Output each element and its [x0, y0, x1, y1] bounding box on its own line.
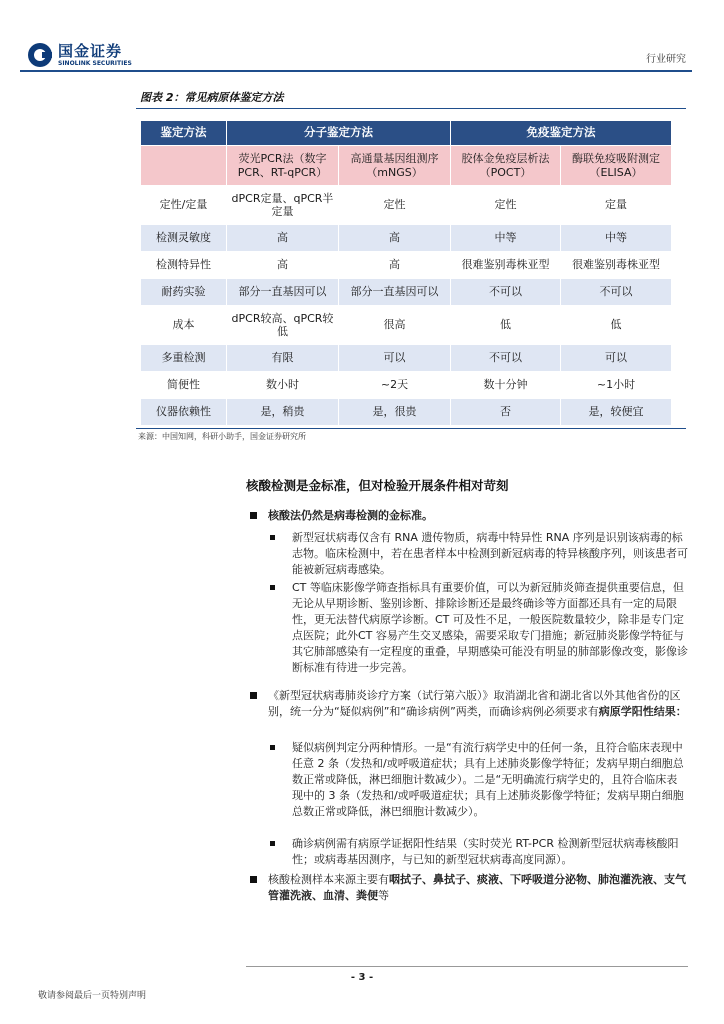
- table-cell: dPCR较高、qPCR较低: [227, 306, 339, 345]
- table-cell: 高: [227, 225, 339, 252]
- col-header-molecular: 分子鉴定方法: [227, 121, 451, 146]
- table-cell: 是，稍贵: [227, 399, 339, 426]
- figure-title: 图表 2：常见病原体鉴定方法: [140, 91, 284, 104]
- table-cell: 不可以: [451, 279, 561, 306]
- table-cell: dPCR定量、qPCR半定量: [227, 186, 339, 225]
- sinolink-logo-icon: [28, 43, 52, 67]
- sub-bullet-text: 确诊病例需有病原学证据阳性结果（实时荧光 RT-PCR 检测新型冠状病毒核酸阳性；或病毒基因测序，与已知的新型冠状病毒高度同源）。: [246, 836, 688, 868]
- table-cell: 高: [339, 252, 451, 279]
- table-cell: 可以: [561, 345, 672, 372]
- bullet-text: 核酸检测样本来源主要有: [268, 873, 389, 886]
- bullet-text: 核酸法仍然是病毒检测的金标准。: [246, 508, 688, 524]
- method-name: 酶联免疫吸附测定（ELISA）: [561, 146, 672, 186]
- row-label: 成本: [141, 306, 227, 345]
- bullet-emphasis: 咽拭子、鼻拭子、痰液、下呼吸道分泌物、肺泡灌洗液、支气管灌洗液、血清、粪便: [268, 873, 686, 902]
- table-cell: 数小时: [227, 372, 339, 399]
- table-cell: 高: [339, 225, 451, 252]
- table-cell: 数十分钟: [451, 372, 561, 399]
- table-group-header-row: [141, 121, 672, 146]
- table-cell: 不可以: [561, 279, 672, 306]
- row-label: 定性/定量: [141, 186, 227, 225]
- sub-bullet-ct: [246, 580, 688, 676]
- sub-bullet-text: 疑似病例判定分两种情形。一是“有流行病学史中的任何一条，且符合临床表现中任意 2 条（发热和/或呼吸道症状；具有上述肺炎影像学特征；发病早期白细胞总数正常或降低，淋巴细胞计数减少）。二是“无明确流行病学史的，且符合临床表现中的 3 条（发热和/或呼吸道症状；具有上述肺炎影像学特征；发病早期白细胞总数正常或降低，淋巴细胞计数减少）。: [246, 740, 688, 820]
- figure-source: 来源：中国知网，科研小助手，国金证券研究所: [138, 432, 306, 441]
- footer-divider: [246, 966, 688, 967]
- bullet-diagnosis-plan: [246, 688, 688, 720]
- table-row: [141, 225, 672, 252]
- header-divider: [20, 70, 692, 72]
- report-category: 行业研究: [646, 54, 686, 65]
- table-row: [141, 252, 672, 279]
- table-cell: 有限: [227, 345, 339, 372]
- table-cell: 中等: [451, 225, 561, 252]
- table-cell: 是，很贵: [339, 399, 451, 426]
- bullet-text-end: 等: [378, 889, 389, 902]
- table-cell: 很难鉴别毒株亚型: [561, 252, 672, 279]
- row-label: 耐药实验: [141, 279, 227, 306]
- table-row: [141, 279, 672, 306]
- method-name: 荧光PCR法（数字PCR、RT-qPCR）: [227, 146, 339, 186]
- sub-bullet-rna: [246, 530, 688, 578]
- brand-logo: [28, 40, 132, 70]
- row-label: 简便性: [141, 372, 227, 399]
- row-label: 多重检测: [141, 345, 227, 372]
- disclaimer-note: 敬请参阅最后一页特别声明: [38, 991, 147, 1001]
- col-header-immune: 免疫鉴定方法: [451, 121, 672, 146]
- bullet-emphasis: 病原学阳性结果：: [598, 705, 687, 718]
- sub-bullet-suspected: [246, 740, 688, 820]
- sub-bullet-confirmed: [246, 836, 688, 868]
- page-header: [20, 30, 692, 74]
- figure-title-bar: [136, 86, 686, 109]
- sub-bullet-text: CT 等临床影像学筛查指标具有重要价值，可以为新冠肺炎筛查提供重要信息，但无论从早期诊断、鉴别诊断、排除诊断还是最终确诊等方面都还具有一定的局限性，更无法替代病原学诊断。CT 可及性不足，一般医院数量较少，除非是专门定点医院；此外CT 容易产生交叉感染，需要采取专门措施；新冠肺炎影像学特征与其它肺部感染有一定程度的重叠，早期感染可能没有明显的肺部影像改变，影像诊断标准有待进一步完善。: [246, 580, 688, 676]
- method-name: 胶体金免疫层析法（POCT）: [451, 146, 561, 186]
- bullet-nucleic-gold-standard: [246, 508, 688, 524]
- table-cell: 低: [561, 306, 672, 345]
- brand-name-cn: 国金证券: [58, 41, 123, 60]
- table-cell: 否: [451, 399, 561, 426]
- table-cell: ~2天: [339, 372, 451, 399]
- table-row: [141, 345, 672, 372]
- table-row: [141, 372, 672, 399]
- table-row: [141, 399, 672, 426]
- bullet-text: 《新型冠状病毒肺炎诊疗方案（试行第六版）》取消湖北省和湖北省以外其他省份的区别，统一分为“疑似病例”和“确诊病例”两类，而确诊病例必须要求有: [268, 689, 681, 718]
- section-heading: 核酸检测是金标准，但对检验开展条件相对苛刻: [246, 478, 509, 493]
- table-cell: 很高: [339, 306, 451, 345]
- table-cell: 低: [451, 306, 561, 345]
- identification-methods-table: [140, 120, 672, 426]
- table-cell: 可以: [339, 345, 451, 372]
- row-label: 仪器依赖性: [141, 399, 227, 426]
- table-cell: 高: [227, 252, 339, 279]
- table-cell: 不可以: [451, 345, 561, 372]
- bullet-sample-sources: [246, 872, 688, 904]
- bullet-paragraph: [246, 872, 688, 904]
- row-label: 检测特异性: [141, 252, 227, 279]
- method-names-label: [141, 146, 227, 186]
- brand-name-en: SINOLINK SECURITIES: [58, 59, 132, 67]
- row-label: 检测灵敏度: [141, 225, 227, 252]
- method-names-row: [141, 146, 672, 186]
- table-cell: 是，较便宜: [561, 399, 672, 426]
- page-number: - 3 -: [350, 972, 374, 983]
- source-divider: [136, 428, 686, 429]
- table-cell: 部分一直基因可以: [339, 279, 451, 306]
- sub-bullet-text: 新型冠状病毒仅含有 RNA 遗传物质，病毒中特异性 RNA 序列是识别该病毒的标志物。临床检测中，若在患者样本中检测到新冠病毒的特异核酸序列，则该患者可能被新冠病毒感染。: [246, 530, 688, 578]
- table-row: [141, 186, 672, 225]
- table-row: [141, 306, 672, 345]
- table-cell: 定量: [561, 186, 672, 225]
- table-cell: 很难鉴别毒株亚型: [451, 252, 561, 279]
- bullet-paragraph: [246, 688, 688, 720]
- table-cell: 定性: [451, 186, 561, 225]
- table-cell: ~1小时: [561, 372, 672, 399]
- table-cell: 部分一直基因可以: [227, 279, 339, 306]
- table-cell: 中等: [561, 225, 672, 252]
- method-name: 高通量基因组测序（mNGS）: [339, 146, 451, 186]
- col-header-method: 鉴定方法: [141, 121, 227, 146]
- table-cell: 定性: [339, 186, 451, 225]
